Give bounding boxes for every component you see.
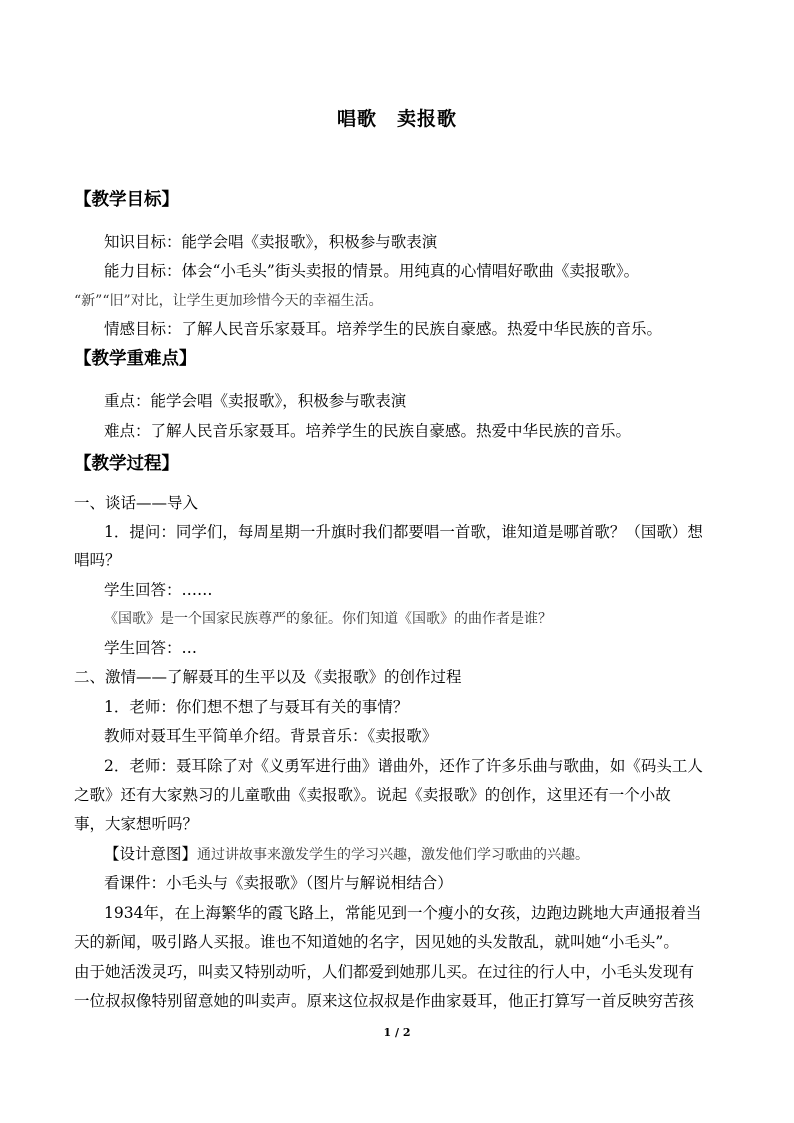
design-intent-label: 【设计意图】 <box>104 845 198 863</box>
story-line-2: 天的新闻，吸引路人买报。谁也不知道她的名字，因见她的头发散乱，就叫她“小毛头”。 <box>74 933 679 951</box>
goals-heading: 【教学目标】 <box>74 190 179 210</box>
step2-title: 二、激情——了解聂耳的生平以及《卖报歌》的创作过程 <box>74 668 462 686</box>
key-heading: 【教学重难点】 <box>74 349 197 369</box>
goal-knowledge: 知识目标：能学会唱《卖报歌》，积极参与歌表演 <box>104 233 438 251</box>
teacher-intro: 教师对聂耳生平简单介绍。背景音乐：《卖报歌》 <box>104 727 438 745</box>
story-line-1: 1934年，在上海繁华的霞飞路上，常能见到一个瘦小的女孩，边跑边跳地大声通报着当 <box>104 904 702 922</box>
goal-ability-cont: “新”“旧”对比，让学生更加珍惜今天的幸福生活。 <box>74 293 383 309</box>
story-line-3: 由于她活泼灵巧，叫卖又特别动听，人们都爱到她那儿买。在过往的行人中，小毛头发现有 <box>74 963 695 981</box>
anthem-note: 《国歌》是一个国家民族尊严的象征。你们知道《国歌》的曲作者是谁？ <box>104 611 552 627</box>
student-answer-2: 学生回答：… <box>104 639 198 657</box>
design-intent <box>104 843 754 866</box>
goal-emotion: 情感目标：了解人民音乐家聂耳。培养学生的民族自豪感。热爱中华民族的音乐。 <box>104 320 663 338</box>
key-point: 重点：能学会唱《卖报歌》，积极参与歌表演 <box>104 392 407 410</box>
page-number: 1 / 2 <box>383 1026 411 1039</box>
process-heading: 【教学过程】 <box>74 454 179 474</box>
teacher-1: 1．老师：你们想不想了与聂耳有关的事情？ <box>104 698 409 716</box>
teacher-2-cont2: 事，大家想听吗？ <box>74 815 199 833</box>
teacher-2: 2．老师：聂耳除了对《义勇军进行曲》谱曲外，还作了许多乐曲与歌曲，如《码头工人 <box>104 757 703 775</box>
courseware-line: 看课件：小毛头与《卖报歌》（图片与解说相结合） <box>104 874 453 892</box>
page-title: 唱歌 卖报歌 <box>336 108 457 130</box>
goal-ability: 能力目标：体会“小毛头”街头卖报的情景。用纯真的心情唱好歌曲《卖报歌》。 <box>104 262 640 280</box>
teacher-2-cont1: 之歌》还有大家熟习的儿童歌曲《卖报歌》。说起《卖报歌》的创作，这里还有一个小故 <box>74 786 671 804</box>
question-1: 1．提问：同学们，每周星期一升旗时我们都要唱一首歌，谁知道是哪首歌？（国歌）想 <box>104 523 703 541</box>
difficult-point: 难点：了解人民音乐家聂耳。培养学生的民族自豪感。热爱中华民族的音乐。 <box>104 422 632 440</box>
story-line-4: 一位叔叔像特别留意她的叫卖声。原来这位叔叔是作曲家聂耳，他正打算写一首反映穷苦孩 <box>74 992 695 1010</box>
question-1-cont: 唱吗？ <box>74 551 121 569</box>
student-answer-1: 学生回答：…… <box>104 581 213 599</box>
step1-title: 一、谈话——导入 <box>74 494 199 512</box>
design-intent-text: 通过讲故事来激发学生的学习兴趣，激发他们学习歌曲的兴趣。 <box>197 847 590 863</box>
